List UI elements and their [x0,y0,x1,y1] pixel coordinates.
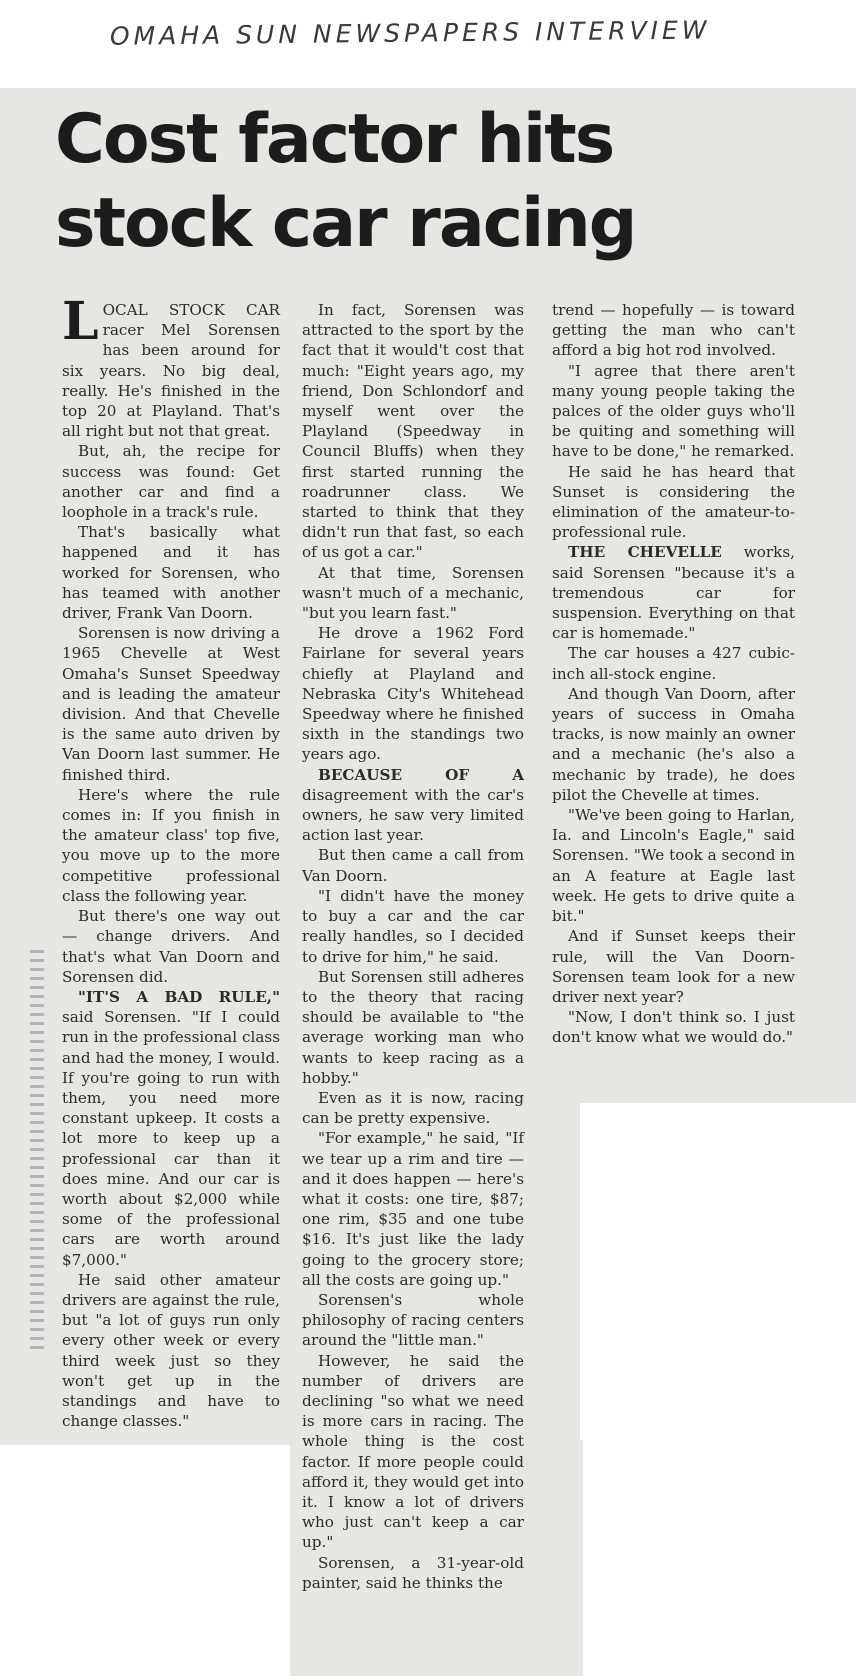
paragraph: "Now, I don't think so. I just don't know what we would do." [552,1008,795,1047]
paragraph: Even as it is now, racing can be pretty expensive. [302,1088,524,1128]
drop-cap: L [62,291,99,352]
paragraph: At that time, Sorensen wasn't much of a mechanic, "but you learn fast." [302,563,524,623]
paragraph [552,542,795,643]
paragraph: But then came a call from Van Doorn. [302,846,524,885]
paragraph: "I didn't have the money to buy a car and the car really handles, so I decided to drive for him," he said. [302,886,524,966]
paragraph: But, ah, the recipe for success was found: Get another car and find a loophole in a track's rule. [62,442,280,522]
paragraph [62,987,280,1270]
paragraph-text: works, said Sorensen "because it's a tremendous car for suspension. Everything on that car is homemade." [552,543,796,643]
paragraph: "I agree that there aren't many young people taking the palces of the older guys who'll be quiting and something will have to be done," he remarked. [552,361,795,461]
torn-edge-marks [30,950,44,1350]
kicker: THE CHEVELLE [568,543,722,562]
paragraph: But Sorensen still adheres to the theory that racing should be available to "the average working man who wants to keep racing as a hobby." [302,967,524,1087]
lead-in: OCAL STOCK CAR [102,301,280,319]
article-column-3 [552,300,795,1048]
paragraph: He drove a 1962 Ford Fairlane for several years chiefly at Playland and Nebraska City's Whitehead Speedway where he finished sixth in the standings two years ago. [302,624,524,764]
paragraph [302,765,524,846]
paragraph: "For example," he said, "If we tear up a rim and tire — and it does happen — here's what it costs: one tire, $87; one rim, $35 and one tube $16. It's just like the lady going to the grocery store; all the costs are going up." [302,1129,524,1289]
paragraph-text: racer Mel Sorensen has been around for six years. No big deal, really. He's finished in the top 20 at Playland. That's all right but not that great. [62,321,280,441]
paragraph: Sorensen, a 31-year-old painter, said he thinks the [302,1553,524,1592]
paragraph: trend — hopefully — is toward getting the man who can't afford a big hot rod involved. [552,301,795,360]
article-column-1 [62,291,280,1431]
paragraph: And though Van Doorn, after years of success in Omaha tracks, is now mainly an owner and a mechanic (he's also a mechanic by trade), he does pilot the Chevelle at times. [552,684,795,804]
paragraph-text: disagreement with the car's owners, he saw very limited action last year. [302,785,524,845]
paragraph: He said other amateur drivers are against the rule, but "a lot of guys run only every other week or every third week just so they won't get up in the standings and have to change classes." [62,1270,280,1431]
paragraph: He said he has heard that Sunset is considering the elimination of the amateur-to-professional rule. [552,462,795,542]
paragraph: However, he said the number of drivers are declining "so what we need is more cars in racing. The whole thing is the cost factor. If more people could afford it, they would get into it. I know a lot of drivers who just can't keep a car up." [302,1351,524,1552]
paragraph: Sorensen's whole philosophy of racing centers around the "little man." [302,1290,524,1350]
paragraph: Sorensen is now driving a 1965 Chevelle at West Omaha's Sunset Speedway and is leading the amateur division. And that Chevelle is the same auto driven by Van Doorn last summer. He finished third. [62,624,280,784]
handwritten-source-note: OMAHA SUN NEWSPAPERS INTERVIEW [109,15,711,51]
paragraph-text: said Sorensen. "If I could run in the professional class and had the money, I would. If you're going to run with them, you need more constant upkeep. It costs a lot more to keep up a professional car than it does mine. And our car is worth about $2,000 while some of the professional cars are worth around $7,000." [62,1008,280,1269]
paragraph: The car houses a 427 cubic-inch all-stock engine. [552,644,795,683]
paragraph: That's basically what happened and it has worked for Sorensen, who has teamed with another driver, Frank Van Doorn. [62,523,280,623]
paragraph: But there's one way out — change drivers. And that's what Van Doorn and Sorensen did. [62,907,280,986]
article-column-2 [302,300,524,1593]
headline: Cost factor hits stock car racing [55,100,636,263]
paragraph [62,291,280,441]
paragraph: In fact, Sorensen was attracted to the sport by the fact that it would't cost that much: "Eight years ago, my friend, Don Schlondorf and myself went over the Playland (Speedway in Council Bluffs) when they first started running the roadrunner class. We started to think that they didn't run that fast, so each of us got a car." [302,301,524,562]
paragraph: "We've been going to Harlan, Ia. and Lincoln's Eagle," said Sorensen. "We took a second in an A feature at Eagle last week. He gets to drive quite a bit." [552,806,795,926]
paragraph: Here's where the rule comes in: If you finish in the amateur class' top five, you move up to the more competitive professional class the following year. [62,785,280,905]
paragraph: And if Sunset keeps their rule, will the Van Doorn-Sorensen team look for a new driver next year? [552,927,795,1006]
kicker: BECAUSE OF A [318,765,524,784]
kicker: "IT'S A BAD RULE," [78,987,280,1006]
